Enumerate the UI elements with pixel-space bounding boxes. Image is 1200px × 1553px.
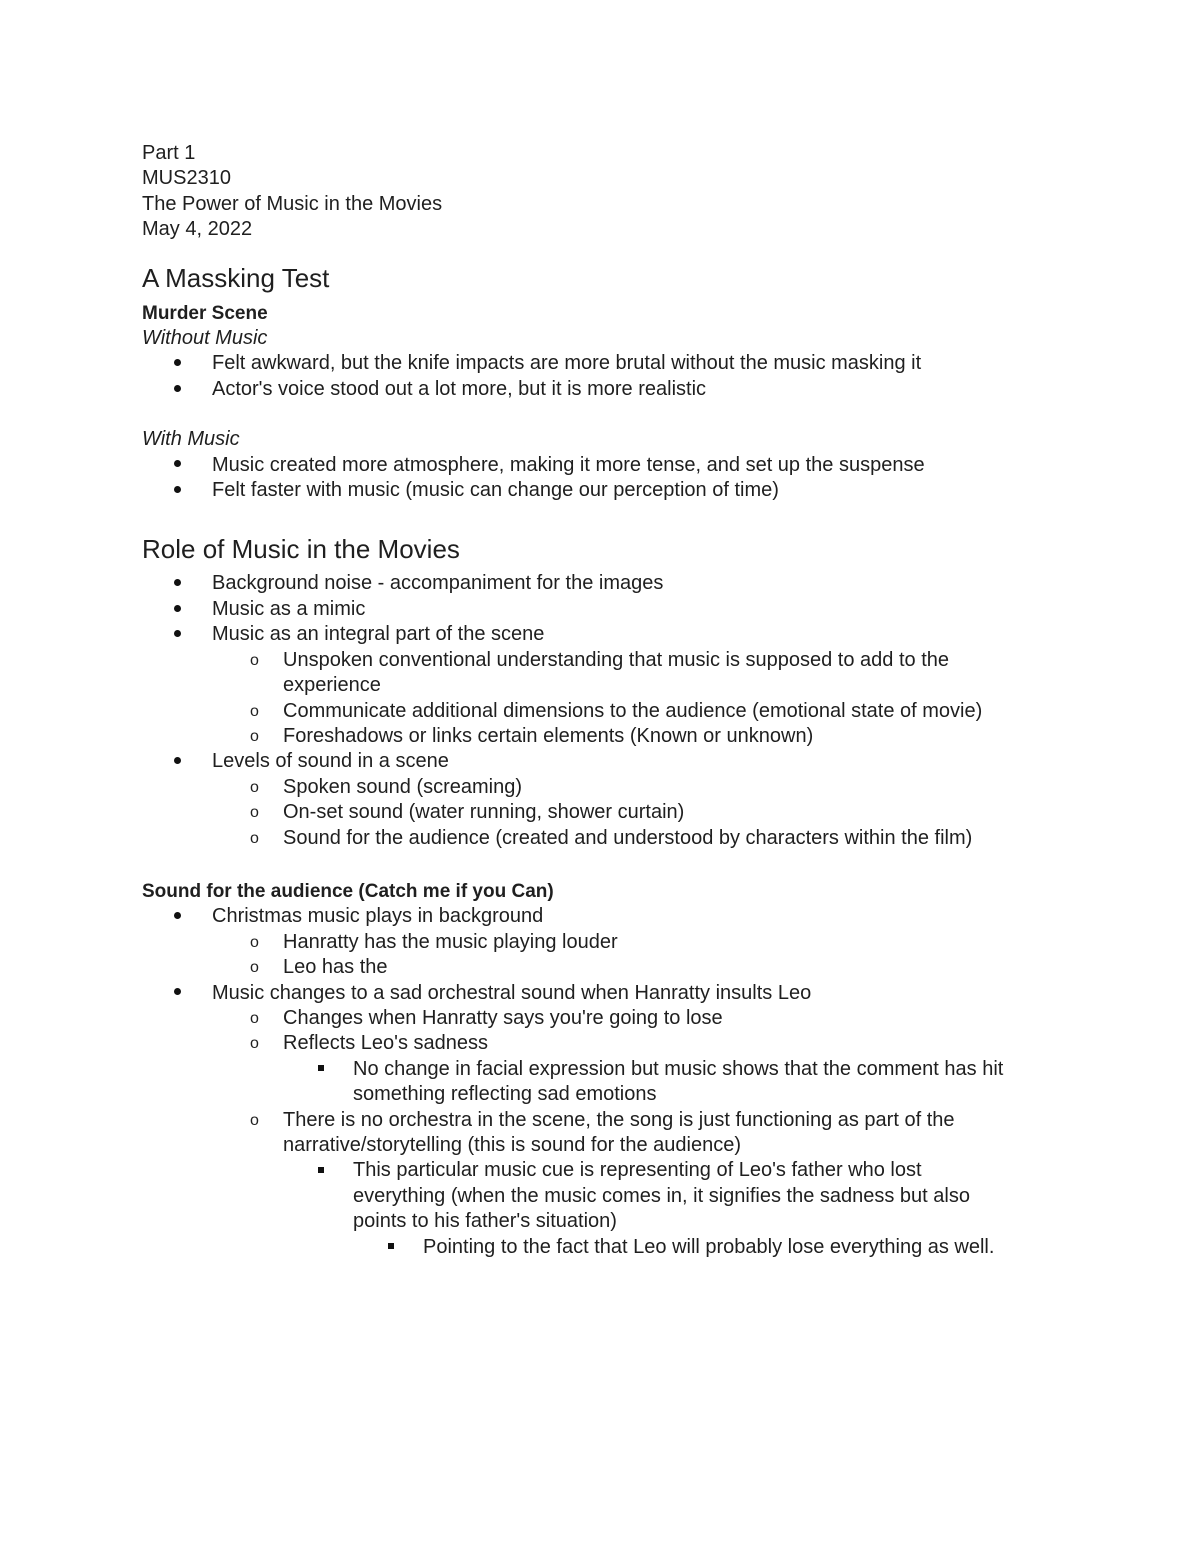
circle-bullet-icon: o	[250, 959, 259, 977]
header-course-code: MUS2310	[142, 167, 231, 190]
bullet-icon	[174, 622, 181, 647]
circle-bullet-icon: o	[250, 727, 259, 745]
bullet-icon	[174, 377, 181, 402]
circle-bullet-icon: o	[250, 1009, 259, 1027]
list-subitem: o Sound for the audience (created and understood by characters within the film)	[142, 826, 1080, 851]
role-of-music-list	[142, 571, 1080, 850]
list-subsubitem-continuation: points to his father's situation)	[353, 1210, 617, 1233]
list-subsubitem-continuation: everything (when the music comes in, it signifies the sadness but also	[353, 1184, 970, 1207]
circle-bullet-icon: o	[250, 778, 259, 796]
list-subitem: o On-set sound (water running, shower curtain)	[142, 800, 1080, 825]
bullet-icon	[174, 981, 181, 1006]
with-music-list	[142, 453, 1080, 504]
list-item: Music changes to a sad orchestral sound when Hanratty insults Leo	[142, 981, 1080, 1006]
bullet-icon	[174, 453, 181, 478]
list-item: Levels of sound in a scene	[142, 749, 1080, 774]
bullet-icon	[174, 478, 181, 503]
circle-bullet-icon: o	[250, 702, 259, 720]
subheading-murder-scene: Murder Scene	[142, 302, 268, 324]
header-date: May 4, 2022	[142, 218, 253, 241]
list-item: Music as a mimic	[142, 597, 1080, 622]
list-subitem: o Leo has the	[142, 955, 1080, 980]
list-subitem: o Unspoken conventional understanding that music is supposed to add to the	[142, 648, 1080, 673]
list-subitem: o There is no orchestra in the scene, the song is just functioning as part of the	[142, 1108, 1080, 1133]
bullet-icon	[174, 749, 181, 774]
list-item: Background noise - accompaniment for the images	[142, 571, 1080, 596]
list-item: Felt awkward, but the knife impacts are more brutal without the music masking it	[142, 351, 1080, 376]
bullet-icon	[174, 571, 181, 596]
circle-bullet-icon: o	[250, 1035, 259, 1053]
list-subitem: o Communicate additional dimensions to the audience (emotional state of movie)	[142, 699, 1080, 724]
without-music-list	[142, 351, 1080, 402]
section-heading-role-of-music: Role of Music in the Movies	[142, 534, 460, 565]
list-item: Christmas music plays in background	[142, 904, 1080, 929]
list-item: Music as an integral part of the scene	[142, 622, 1080, 647]
list-subitem: o Spoken sound (screaming)	[142, 775, 1080, 800]
square-bullet-icon	[388, 1235, 394, 1260]
circle-bullet-icon: o	[250, 933, 259, 951]
list-subitem: o Reflects Leo's sadness	[142, 1031, 1080, 1056]
sound-for-audience-list	[142, 904, 1080, 1260]
list-subitem-continuation: narrative/storytelling (this is sound for the audience)	[283, 1134, 742, 1156]
list-subsubitem-continuation: something reflecting sad emotions	[353, 1083, 657, 1106]
label-with-music: With Music	[142, 428, 240, 451]
bullet-icon	[174, 597, 181, 622]
header-course-title: The Power of Music in the Movies	[142, 192, 443, 215]
list-item: Actor's voice stood out a lot more, but it is more realistic	[142, 377, 1080, 402]
bullet-icon	[174, 351, 181, 376]
square-bullet-icon	[318, 1158, 324, 1183]
list-item: Music created more atmosphere, making it more tense, and set up the suspense	[142, 453, 1080, 478]
subheading-sound-for-audience: Sound for the audience (Catch me if you Can)	[142, 880, 554, 902]
list-subitem: o Hanratty has the music playing louder	[142, 930, 1080, 955]
circle-bullet-icon: o	[250, 804, 259, 822]
circle-bullet-icon: o	[250, 829, 259, 847]
square-bullet-icon	[318, 1057, 324, 1082]
list-subsubitem: This particular music cue is representing of Leo's father who lost	[142, 1158, 1080, 1183]
header-part: Part 1	[142, 142, 196, 164]
document-header	[142, 141, 1080, 243]
circle-bullet-icon: o	[250, 651, 259, 669]
section-heading-massking-test: A Massking Test	[142, 262, 330, 293]
list-subitem: o Foreshadows or links certain elements (Known or unknown)	[142, 724, 1080, 749]
bullet-icon	[174, 904, 181, 929]
list-subsubitem: No change in facial expression but music shows that the comment has hit	[142, 1057, 1080, 1082]
list-subsubsubitem: Pointing to the fact that Leo will probably lose everything as well.	[142, 1235, 1080, 1260]
list-item: Felt faster with music (music can change our perception of time)	[142, 478, 1080, 503]
circle-bullet-icon: o	[250, 1111, 259, 1129]
label-without-music: Without Music	[142, 327, 268, 350]
list-subitem: o Changes when Hanratty says you're going to lose	[142, 1006, 1080, 1031]
list-subitem-continuation: experience	[283, 674, 381, 697]
